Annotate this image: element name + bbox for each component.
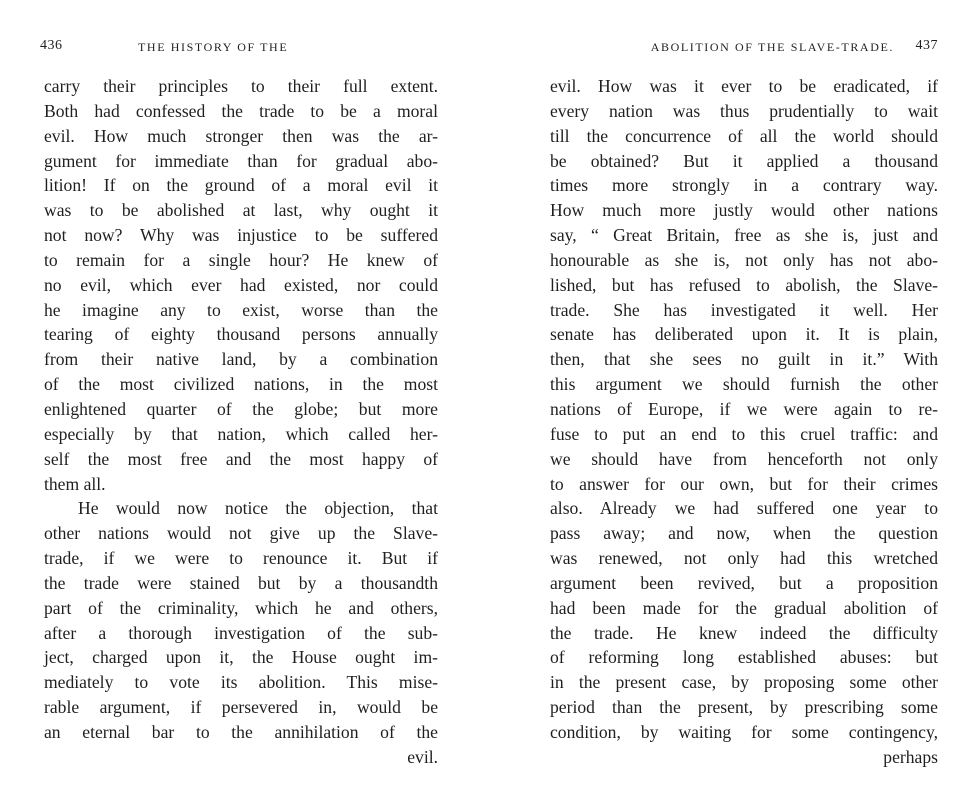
- text-line: honourable as she is, not only has not abo-: [550, 249, 938, 270]
- text-line: pass away; and now, when the question: [550, 523, 938, 544]
- text-line: he imagine any to exist, worse than the: [44, 299, 438, 320]
- left-page-number: 436: [40, 38, 63, 53]
- text-line: not now? Why was injustice to be suffered: [44, 225, 438, 246]
- text-line: argument been revived, but a proposition: [550, 572, 938, 593]
- paragraph-first-line: He would now notice the objection, that: [78, 498, 438, 519]
- text-line: condition, by waiting for some contingency,: [550, 721, 938, 742]
- text-line: we should have from henceforth not only: [550, 448, 938, 469]
- text-line: evil. How was it ever to be eradicated, if: [550, 76, 938, 96]
- text-line: of the most civilized nations, in the most: [44, 374, 438, 395]
- left-body-text: [44, 74, 438, 770]
- text-line: lished, but has refused to abolish, the Slave-: [550, 274, 938, 295]
- text-line: mediately to vote its abolition. This mise-: [44, 672, 438, 693]
- text-line: Both had confessed the trade to be a moral: [44, 100, 438, 121]
- text-line: fuse to put an end to this cruel traffic: and: [550, 423, 938, 444]
- text-line: was renewed, not only had this wretched: [550, 548, 938, 569]
- text-line: trade, if we were to renounce it. But if: [44, 548, 438, 569]
- text-line: trade. She has investigated it well. Her: [550, 299, 938, 320]
- text-line: every nation was thus prudentially to wait: [550, 100, 938, 121]
- text-line: lition! If on the ground of a moral evil it: [44, 175, 438, 196]
- text-line: self the most free and the most happy of: [44, 448, 438, 469]
- right-body-text: [550, 74, 938, 770]
- text-line: to remain for a single hour? He knew of: [44, 249, 438, 270]
- text-line: period than the present, by prescribing some: [550, 697, 938, 718]
- left-running-head: THE HISTORY OF THE: [138, 40, 289, 54]
- right-page: [490, 0, 980, 799]
- catchword: perhaps: [883, 746, 938, 767]
- text-line: after a thorough investigation of the sub-: [44, 622, 438, 643]
- text-line: carry their principles to their full extent.: [44, 76, 438, 96]
- text-line: to answer for our own, but for their crimes: [550, 473, 938, 494]
- text-line: gument for immediate than for gradual abo-: [44, 150, 438, 171]
- text-line: then, that she sees no guilt in it.” With: [550, 349, 938, 370]
- text-line: the trade were stained but by a thousandth: [44, 572, 438, 593]
- text-line: was to be abolished at last, why ought it: [44, 200, 438, 221]
- text-line: this argument we should furnish the other: [550, 374, 938, 395]
- text-line: till the concurrence of all the world should: [550, 125, 938, 146]
- text-line: had been made for the gradual abolition of: [550, 597, 938, 618]
- text-line: evil. How much stronger then was the ar-: [44, 125, 438, 146]
- text-line: be obtained? But it applied a thousand: [550, 150, 938, 171]
- text-line: of reforming long established abuses: but: [550, 647, 938, 668]
- text-line: in the present case, by proposing some other: [550, 672, 938, 693]
- text-line: other nations would not give up the Slave-: [44, 523, 438, 544]
- catchword: evil.: [407, 746, 438, 767]
- text-line: ject, charged upon it, the House ought im-: [44, 647, 438, 668]
- text-line: also. Already we had suffered one year to: [550, 498, 938, 519]
- paragraph-end-line: them all.: [44, 473, 106, 494]
- text-line: especially by that nation, which called her-: [44, 423, 438, 444]
- right-page-number: 437: [915, 38, 938, 53]
- text-line: enlightened quarter of the globe; but more: [44, 398, 438, 419]
- text-line: say, “ Great Britain, free as she is, just and: [550, 225, 938, 246]
- text-line: part of the criminality, which he and others,: [44, 597, 438, 618]
- text-line: from their native land, by a combination: [44, 349, 438, 370]
- text-line: tearing of eighty thousand persons annually: [44, 324, 438, 345]
- text-line: times more strongly in a contrary way.: [550, 175, 938, 196]
- text-line: nations of Europe, if we were again to re-: [550, 398, 938, 419]
- right-running-head: ABOLITION OF THE SLAVE-TRADE.: [650, 40, 894, 54]
- text-line: no evil, which ever had existed, nor could: [44, 274, 438, 295]
- text-line: an eternal bar to the annihilation of the: [44, 721, 438, 742]
- text-line: senate has deliberated upon it. It is plain,: [550, 324, 938, 345]
- text-line: rable argument, if persevered in, would be: [44, 697, 438, 718]
- text-line: the trade. He knew indeed the difficulty: [550, 622, 938, 643]
- text-line: How much more justly would other nations: [550, 200, 938, 221]
